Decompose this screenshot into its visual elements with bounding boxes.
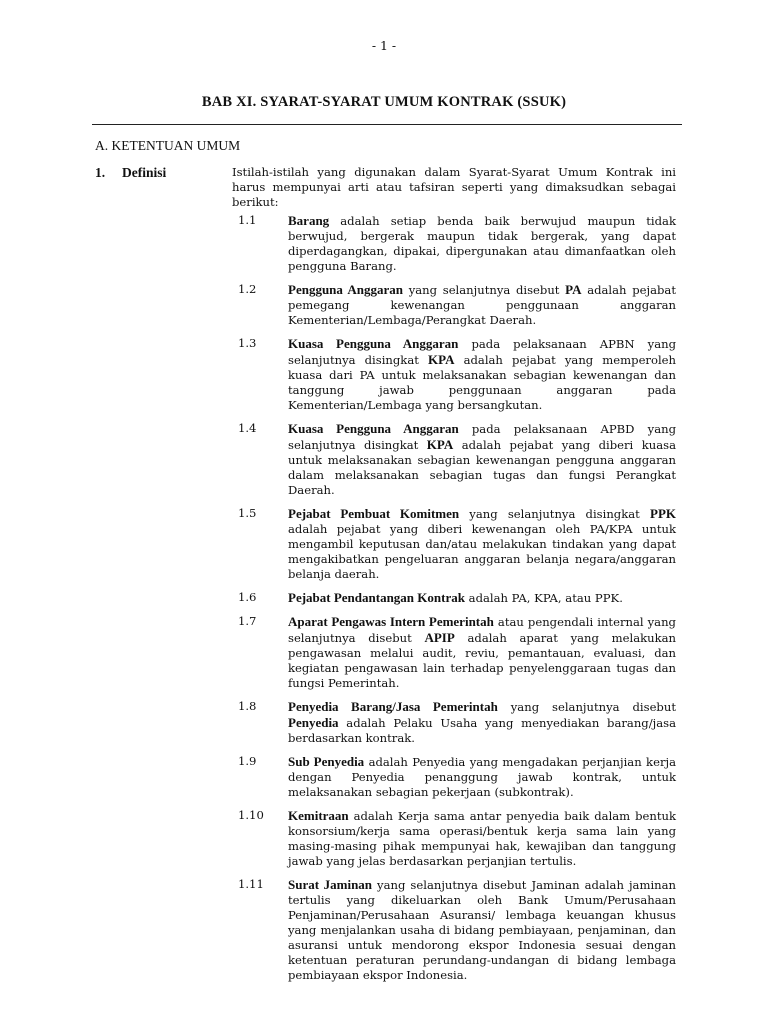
defined-term: Kuasa Pengguna Anggaran (288, 336, 459, 351)
definition-item-text (288, 699, 676, 746)
definition-text: adalah pejabat yang diberi kuasa untuk melaksanakan sebagian kewenangan pengguna anggaran dalam melaksanakan sebagian tugas dan fungsi Perangkat Daerah. (288, 438, 676, 497)
definition-item-number: 1.8 (238, 699, 257, 713)
defined-term: Sub Penyedia (288, 754, 365, 769)
definition-item-number: 1.7 (238, 614, 257, 628)
defined-term: Barang (288, 213, 330, 228)
definition-item (238, 754, 676, 800)
defined-term: Pengguna Anggaran (288, 282, 404, 297)
definition-item-text (288, 614, 676, 691)
definition-item-text (288, 877, 676, 983)
definition-item (238, 506, 676, 582)
defined-term: Surat Jaminan (288, 877, 373, 892)
definition-item-number: 1.5 (238, 506, 257, 520)
defined-term: Penyedia Barang/Jasa Pemerintah (288, 699, 498, 714)
definition-item (238, 808, 676, 869)
definition-label: Definisi (122, 165, 167, 180)
definition-item-number: 1.2 (238, 282, 257, 296)
definition-text: adalah pejabat pemegang kewenangan penggunaan anggaran Kementerian/Lembaga/Perangkat Daerah. (288, 283, 676, 327)
definition-intro: Istilah-istilah yang digunakan dalam Syarat-Syarat Umum Kontrak ini harus mempunyai arti atau tafsiran seperti yang dimaksudkan sebagai berikut: (232, 165, 676, 209)
definition-item (238, 336, 676, 413)
definition-item (238, 877, 676, 983)
definition-text: adalah Kerja sama antar penyedia baik dalam bentuk konsorsium/kerja sama operasi/bentuk kerja sama lain yang masing-masing pihak mempunyai hak, kewajiban dan tanggung jawab yang jelas berdasarkan perjanjian tertulis. (288, 809, 676, 868)
definition-text: adalah Pelaku Usaha yang menyediakan barang/jasa berdasarkan kontrak. (288, 716, 676, 745)
definition-item-text (288, 336, 676, 413)
definition-item (238, 213, 676, 274)
defined-term: Pejabat Pendantangan Kontrak (288, 590, 465, 605)
defined-term: KPA (428, 352, 455, 367)
definition-item (238, 590, 676, 606)
definition-item-text (288, 754, 676, 800)
defined-term: Kuasa Pengguna Anggaran (288, 421, 459, 436)
definition-item-text (288, 506, 676, 582)
definition-text: adalah setiap benda baik berwujud maupun tidak berwujud, bergerak maupun tidak bergerak, yang dapat diperdagangkan, dipakai, dipergunakan atau dimanfaatkan oleh pengguna Barang. (288, 214, 676, 273)
defined-term: Kemitraan (288, 808, 349, 823)
definition-list (238, 213, 676, 991)
definition-item-number: 1.4 (238, 421, 257, 435)
chapter-title: BAB XI. SYARAT-SYARAT UMUM KONTRAK (SSUK) (201, 94, 567, 110)
definition-text: adalah pejabat yang diberi kewenangan oleh PA/KPA untuk mengambil keputusan dan/atau melakukan tindakan yang dapat mengakibatkan pengeluaran anggaran belanja negara/anggaran belanja daerah. (288, 522, 676, 581)
defined-term: Aparat Pengawas Intern Pemerintah (288, 614, 494, 629)
definition-item-text (288, 213, 676, 274)
definition-text: pada pelaksanaan APBD yang selanjutnya disingkat (288, 422, 676, 452)
definition-text: adalah pejabat yang memperoleh kuasa dari PA untuk melaksanakan sebagian kewenangan dan tanggung jawab penggunaan anggaran pada Kementerian/Lembaga yang bersangkutan. (288, 353, 676, 412)
definition-item-text (288, 421, 676, 498)
definition-item-number: 1.3 (238, 336, 257, 350)
definition-number: 1. (95, 165, 106, 180)
definition-text: yang selanjutnya disingkat (459, 507, 650, 521)
definition-item-number: 1.6 (238, 590, 257, 604)
definition-item-number: 1.10 (238, 808, 264, 822)
title-divider (92, 124, 682, 125)
defined-term: PA (565, 282, 582, 297)
definition-text: yang selanjutnya disebut (497, 700, 676, 714)
definition-text: adalah PA, KPA, atau PPK. (464, 591, 623, 605)
page-number: - 1 - (371, 38, 397, 53)
definition-text: pada pelaksanaan APBN yang selanjutnya disingkat (288, 337, 676, 367)
definition-item-number: 1.9 (238, 754, 257, 768)
definition-text: yang selanjutnya disebut (403, 283, 566, 297)
definition-text: adalah Penyedia yang mengadakan perjanjian kerja dengan Penyedia penanggung jawab kontrak, untuk melaksanakan sebagian pekerjaan (subkontrak). (288, 755, 676, 799)
definition-text: yang selanjutnya disebut Jaminan adalah jaminan tertulis yang dikeluarkan oleh Bank Umum/Perusahaan Penjaminan/Perusahaan Asuransi/ lembaga keuangan khusus yang menjalankan usaha di bidang pembiayaan, penjaminan, dan asuransi untuk mendorong ekspor Indonesia sesuai dengan ketentuan peraturan perundang-undangan di bidang lembaga pembiayaan ekspor Indonesia. (288, 878, 676, 982)
definition-item-number: 1.1 (238, 213, 257, 227)
definition-item-text (288, 590, 676, 606)
defined-term: PPK (650, 506, 676, 521)
defined-term: KPA (426, 437, 454, 452)
definition-item (238, 282, 676, 328)
definition-item-number: 1.11 (238, 877, 264, 891)
definition-text: atau pengendali internal yang selanjutnya disebut (288, 615, 676, 645)
section-heading: A. KETENTUAN UMUM (95, 138, 241, 153)
definition-item (238, 421, 676, 498)
defined-term: Pejabat Pembuat Komitmen (288, 506, 460, 521)
definition-item-text (288, 808, 676, 869)
definition-heading (95, 165, 166, 181)
definition-item (238, 699, 676, 746)
definition-item-text (288, 282, 676, 328)
defined-term: APIP (424, 630, 455, 645)
definition-text: adalah aparat yang melakukan pengawasan melalui audit, reviu, pemantauan, evaluasi, dan kegiatan pengawasan lain terhadap penyelenggaraan tugas dan fungsi Pemerintah. (288, 631, 676, 690)
defined-term: Penyedia (288, 715, 339, 730)
definition-item (238, 614, 676, 691)
